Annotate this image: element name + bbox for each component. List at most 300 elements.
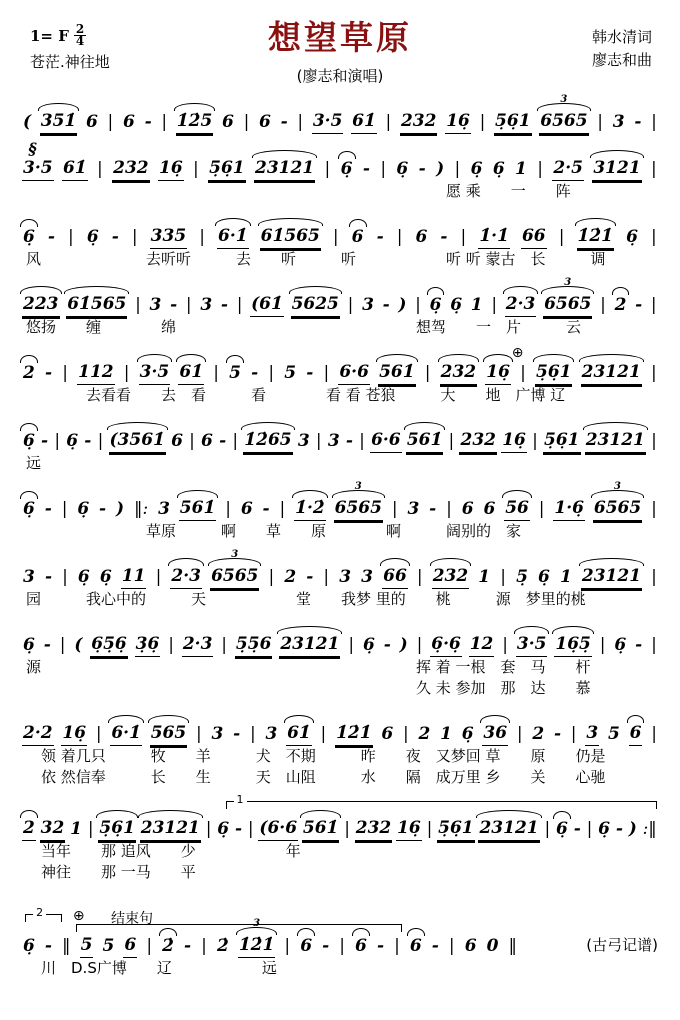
note-cell: 32	[40, 817, 66, 841]
note-cell: 6	[355, 936, 367, 956]
barline: |	[97, 431, 104, 451]
note-cell: 61̇	[286, 722, 312, 746]
barline: |	[651, 635, 657, 655]
notation-line	[22, 225, 658, 249]
note-cell: 5̣6̣1	[98, 817, 136, 841]
note-cell: 6̣	[470, 159, 483, 179]
barline: |	[213, 363, 219, 383]
note-cell: 6̣	[23, 227, 35, 247]
barline: |	[97, 159, 103, 179]
note-cell: 6·1̇	[110, 722, 142, 746]
note-cell: 5̣6̣1	[535, 361, 573, 385]
note-cell: 6̣	[77, 567, 90, 587]
note-cell: -	[431, 936, 439, 956]
note-cell: -	[234, 819, 243, 839]
note-cell: 11	[121, 565, 147, 589]
barline: |	[491, 295, 498, 315]
barline: |	[516, 724, 523, 744]
note-cell: 23121	[254, 157, 315, 181]
note-cell: )	[436, 159, 445, 179]
barline: |	[59, 635, 66, 655]
barline: |	[426, 819, 433, 839]
segno-icon: §	[28, 139, 37, 158]
note-cell: 6565 3	[543, 293, 592, 317]
system-line-2	[22, 139, 658, 202]
note-cell: (6·6	[258, 817, 298, 841]
score-header	[22, 10, 658, 96]
note-cell: 6	[461, 499, 474, 519]
note-cell: 2·3	[182, 633, 214, 657]
note-cell: 16̣5̣	[554, 633, 592, 657]
barline: |	[502, 635, 508, 655]
note-cell: -	[322, 936, 330, 956]
system-line-6	[22, 415, 658, 474]
barline: |	[558, 227, 565, 247]
notation-line	[22, 817, 658, 841]
barline: |	[123, 363, 130, 383]
volta-bracket-1	[226, 793, 657, 809]
note-cell: 61̇565	[260, 225, 321, 249]
note-cell: 3	[200, 295, 213, 315]
note-cell: 2	[284, 567, 297, 587]
note-cell: -	[43, 635, 51, 655]
note-cell: 2·2	[22, 722, 54, 746]
barline: |	[195, 724, 202, 744]
note-cell: 2	[614, 295, 627, 315]
note-cell: 3̣6̣	[135, 633, 161, 657]
system-line-3	[22, 211, 658, 270]
barline: |	[68, 227, 74, 247]
note-cell: 23121	[581, 565, 642, 589]
note-cell: 6565 3	[539, 110, 588, 134]
lyricist-credit: 韩水清词	[591, 28, 652, 46]
barline: |	[297, 112, 304, 132]
time-top: 2	[75, 22, 85, 36]
triplet-number: 3	[231, 549, 239, 560]
title-block	[22, 12, 658, 86]
song-title: 想望草原	[268, 18, 412, 57]
note-cell: 3·5	[139, 361, 171, 385]
barline: |	[394, 936, 400, 956]
barline: |	[205, 819, 212, 839]
lyric-line: 去看看 去 看 看 看 看 苍狼 大 地 广博 辽	[26, 386, 566, 404]
barline: |	[415, 295, 421, 315]
note-cell: 6	[464, 936, 477, 956]
note-cell: 6	[123, 112, 135, 132]
note-cell: 3	[407, 499, 420, 519]
note-cell: 6̣	[23, 936, 35, 956]
note-cell: -	[345, 431, 353, 451]
note-cell: -	[553, 724, 562, 744]
note-cell: 6	[409, 936, 422, 956]
note-cell: 335	[150, 225, 188, 249]
system-line-7	[22, 483, 658, 542]
lyric-line: 领 着几只 牧 羊 犬 不期 昨 夜 又梦回 草 原 仍是	[26, 747, 606, 765]
lyric-line: 久 未 参加 那 达 慕	[26, 679, 591, 697]
notation-line	[22, 429, 658, 453]
notation-line	[22, 722, 658, 746]
note-cell: 6·6	[338, 361, 370, 385]
note-cell: 232	[432, 565, 470, 589]
barline: |	[279, 499, 286, 519]
system-line-11	[22, 793, 658, 883]
note-cell: 2·3	[170, 565, 202, 589]
note-cell: 5625	[291, 293, 340, 317]
system-line-9	[22, 619, 658, 699]
barline: |	[232, 431, 239, 451]
lyric-line: 园 我心中的 天 堂 我梦 里的 桃 源 梦里的桃	[26, 590, 586, 608]
note-cell: 232	[355, 817, 393, 841]
note-cell: 23121	[140, 817, 201, 841]
note-cell: 6̣	[492, 159, 505, 179]
barline: |	[199, 227, 205, 247]
composer-credit: 廖志和曲	[591, 51, 652, 69]
credits	[592, 26, 652, 72]
barline: |	[651, 112, 657, 132]
note-cell: 16̣	[61, 722, 87, 746]
score-body	[22, 96, 658, 979]
barline: ‖	[62, 936, 71, 956]
note-cell: 6565 3	[593, 497, 642, 521]
barline: |	[323, 567, 330, 587]
note-cell: -	[220, 295, 228, 315]
note-cell: 6	[123, 934, 137, 958]
note-cell: -	[44, 936, 52, 956]
barline: |	[651, 159, 657, 179]
note-cell: 6	[85, 112, 98, 132]
note-cell: 561̇	[378, 361, 416, 385]
notation-line	[22, 481, 658, 521]
barline: |	[446, 499, 452, 519]
barline: |	[520, 363, 526, 383]
barline: |	[135, 295, 141, 315]
note-cell: 12	[469, 633, 495, 657]
note-cell: (	[23, 112, 32, 132]
barline: |	[268, 363, 275, 383]
barline: |	[87, 819, 94, 839]
barline: |	[344, 819, 350, 839]
note-cell: 3	[211, 724, 224, 744]
lyric-line: 悠扬 缠 绵 想驾 一 片 云	[26, 318, 582, 336]
notation-line	[22, 157, 658, 181]
note-cell: -	[280, 112, 288, 132]
barline: ‖	[508, 936, 517, 956]
note-cell: (3561̇	[109, 429, 166, 453]
note-cell: 6̣	[99, 567, 112, 587]
note-cell: 6̣	[340, 159, 353, 179]
note-cell: 5̣5̣6	[235, 633, 273, 657]
barline: |	[243, 112, 250, 132]
note-cell: -	[635, 295, 643, 315]
note-cell: -	[99, 499, 107, 519]
barline: |	[284, 936, 291, 956]
note-cell: 3	[585, 722, 599, 746]
triplet-number: 3	[253, 918, 261, 929]
barline: |	[185, 295, 192, 315]
note-cell: -	[251, 363, 259, 383]
note-cell: 1	[515, 159, 527, 179]
barline: |	[339, 936, 345, 956]
barline: |	[448, 431, 455, 451]
barline: |	[161, 112, 168, 132]
note-cell: -	[184, 936, 192, 956]
note-cell: 232	[440, 361, 478, 385]
barline: |	[155, 567, 162, 587]
barline: |	[348, 635, 355, 655]
barline: |	[651, 431, 657, 451]
barline: |	[380, 159, 387, 179]
note-cell: -	[382, 295, 390, 315]
note-cell: 2	[23, 363, 35, 383]
barline: |	[221, 635, 228, 655]
note-cell: -	[45, 363, 53, 383]
note-cell: 6̣	[538, 567, 550, 587]
note-cell: 2̇	[216, 936, 229, 956]
triplet-number: 3	[560, 94, 568, 105]
note-cell: 1̇·2̇	[294, 497, 326, 521]
lyric-line: 神往 那 一马 平	[26, 863, 196, 881]
note-cell: 16̣	[501, 429, 527, 453]
note-cell: )	[398, 295, 407, 315]
note-cell: 56	[504, 497, 530, 521]
barline: |	[650, 227, 657, 247]
note-cell: -	[440, 227, 448, 247]
barline: |	[320, 724, 327, 744]
barline: |	[537, 159, 543, 179]
note-cell: 3121	[592, 157, 641, 181]
note-cell: 6	[381, 724, 394, 744]
note-cell: 3	[327, 431, 340, 451]
note-cell: 5	[607, 724, 620, 744]
lyric-line: 草原 啊 草 原 啊 阔别的 家	[26, 522, 522, 540]
note-cell: 3	[361, 567, 374, 587]
note-cell: 112	[77, 361, 115, 385]
key-text: 1= F	[30, 26, 69, 45]
barline: |	[236, 295, 243, 315]
barline: |	[62, 567, 68, 587]
volta-bracket-2	[25, 906, 62, 922]
system-line-8	[22, 551, 658, 610]
note-cell: 6̣	[556, 819, 568, 839]
barline: |	[247, 819, 254, 839]
note-cell: 16̣	[485, 361, 511, 385]
note-cell: 6̣	[429, 295, 442, 315]
notation-line	[22, 549, 658, 589]
triplet-number: 3	[354, 481, 362, 492]
notation-source-note: (古弓记谱)	[586, 936, 658, 954]
barline: |	[651, 724, 657, 744]
barline: |	[347, 295, 354, 315]
note-cell: 5	[284, 363, 297, 383]
note-cell: 6̣	[614, 635, 627, 655]
barline: |	[323, 363, 330, 383]
barline: |	[225, 499, 231, 519]
coda-icon: ⊕	[511, 345, 524, 361]
barline: |	[532, 431, 538, 451]
note-cell: 2	[22, 817, 36, 841]
lyric-line: 愿 乘 一 阵	[26, 182, 571, 200]
barline: |	[448, 936, 455, 956]
note-cell: 16̣	[396, 817, 422, 841]
barline: |	[193, 159, 199, 179]
note-cell: -	[306, 363, 314, 383]
note-cell: 565	[150, 722, 188, 746]
note-cell: 6̣	[86, 227, 99, 247]
volta-number: 2	[33, 907, 46, 919]
note-cell: 3	[265, 724, 278, 744]
system-line-1	[22, 96, 658, 134]
note-cell: 6̣	[23, 431, 35, 451]
note-cell: 2·3	[505, 293, 537, 317]
notation-line	[22, 94, 658, 134]
triplet-number: 3	[564, 277, 572, 288]
note-cell: -	[219, 431, 227, 451]
note-cell: -	[233, 724, 241, 744]
barline: |	[538, 499, 545, 519]
note-cell: 6̣	[396, 159, 409, 179]
coda-icon: ⊕	[72, 908, 85, 924]
note-cell: 6̣	[362, 635, 375, 655]
note-cell: 6̣·6̣	[430, 633, 462, 657]
note-cell: 232	[459, 429, 497, 453]
note-cell: -	[306, 567, 314, 587]
note-cell: -	[44, 567, 52, 587]
note-cell: 3	[23, 567, 35, 587]
note-cell: 36	[482, 722, 508, 746]
note-cell: 3	[339, 567, 352, 587]
barline: |	[424, 363, 431, 383]
note-cell: (	[74, 635, 83, 655]
note-cell: 3	[149, 295, 162, 315]
note-cell: 561̇	[302, 817, 340, 841]
barline: |	[385, 112, 392, 132]
note-cell: 3·5	[516, 633, 548, 657]
barline: |	[62, 363, 68, 383]
note-cell: 3	[612, 112, 625, 132]
barline: |	[570, 724, 577, 744]
note-cell: 6̣	[450, 295, 463, 315]
system-line-5	[22, 347, 658, 406]
note-cell: -	[144, 112, 152, 132]
barline: |	[396, 227, 403, 247]
barline: |	[324, 159, 331, 179]
note-cell: 23121	[581, 361, 642, 385]
barline: |	[597, 112, 604, 132]
barline: |	[54, 431, 61, 451]
note-cell: 1	[70, 819, 83, 839]
note-cell: )	[116, 499, 125, 519]
barline: |	[500, 567, 506, 587]
note-cell: )	[628, 819, 637, 839]
lyric-line: 当年 那 追风 少 年	[26, 842, 301, 860]
notation-line	[22, 277, 658, 317]
note-cell: 2	[532, 724, 545, 744]
note-cell: 6̣	[77, 499, 90, 519]
note-cell: -	[429, 499, 437, 519]
note-cell: 6̣	[626, 227, 638, 247]
note-cell: 6	[171, 431, 183, 451]
lyric-line: 源 挥 着 一根 套 马 杆	[26, 658, 591, 676]
note-cell: 6	[351, 227, 364, 247]
barline: |	[650, 295, 657, 315]
note-cell: 5̣	[516, 567, 528, 587]
barline: |	[479, 112, 486, 132]
barline: |	[416, 567, 423, 587]
note-cell: 6565 3	[334, 497, 383, 521]
note-cell: 3	[158, 499, 170, 519]
note-cell: -	[376, 227, 384, 247]
note-cell: -	[376, 936, 384, 956]
notation-line	[22, 633, 658, 657]
note-cell: -	[634, 112, 642, 132]
tempo-text: 苍茫.神往地	[30, 53, 110, 71]
note-cell: 5̣6̣1	[543, 429, 581, 453]
lyric-line: 风 去听听 去 听 听 听 听 蒙古 长 调	[26, 250, 606, 268]
barline: |	[391, 499, 398, 519]
note-cell: 1·6̣	[553, 497, 585, 521]
barline: |	[416, 635, 423, 655]
barline: :‖	[642, 819, 657, 839]
note-cell: 6̣5̣6̣	[90, 633, 128, 657]
barline: |	[332, 227, 339, 247]
barline: |	[599, 635, 606, 655]
note-cell: 0	[486, 936, 499, 956]
note-cell: 6	[259, 112, 271, 132]
barline: ‖:	[133, 499, 149, 519]
note-cell: 1̇·1̇	[478, 225, 510, 249]
note-cell: (61̇	[250, 293, 284, 317]
note-cell: 1̇2̇65	[243, 429, 292, 453]
note-cell: 232	[400, 110, 438, 134]
note-cell: -	[383, 635, 391, 655]
note-cell: -	[262, 499, 270, 519]
barline: |	[61, 499, 68, 519]
barline: |	[600, 295, 606, 315]
note-cell: -	[615, 819, 623, 839]
note-cell: 1̇2̇5	[176, 110, 214, 134]
note-cell: 61̇	[178, 361, 204, 385]
note-cell: 6̣	[66, 431, 79, 451]
note-cell: -	[170, 295, 178, 315]
note-cell: 5̣6̣1	[494, 110, 532, 134]
triplet-number: 3	[614, 481, 622, 492]
barline: |	[201, 936, 207, 956]
note-cell: 61̇565	[66, 293, 127, 317]
note-cell: 6	[222, 112, 234, 132]
note-cell: )	[399, 635, 408, 655]
barline: |	[586, 819, 593, 839]
barline: |	[107, 112, 114, 132]
note-cell: 1	[478, 567, 491, 587]
barline: |	[544, 819, 551, 839]
barline: |	[651, 567, 657, 587]
barline: |	[95, 724, 102, 744]
note-cell: 6	[483, 499, 496, 519]
note-cell: 1	[470, 295, 483, 315]
note-cell: -	[44, 499, 52, 519]
note-cell: 3·5	[22, 157, 54, 181]
note-cell: 6̣	[23, 635, 35, 655]
note-cell: 5̣6̣1	[208, 157, 246, 181]
barline: |	[189, 431, 195, 451]
barline: |	[402, 724, 409, 744]
barline: |	[315, 431, 322, 451]
note-cell: 1̇2̇1̇	[577, 225, 615, 249]
note-cell: 223	[22, 293, 60, 317]
note-cell: 5̣6̣1	[437, 817, 475, 841]
barline: |	[651, 499, 657, 519]
barline: |	[359, 431, 365, 451]
